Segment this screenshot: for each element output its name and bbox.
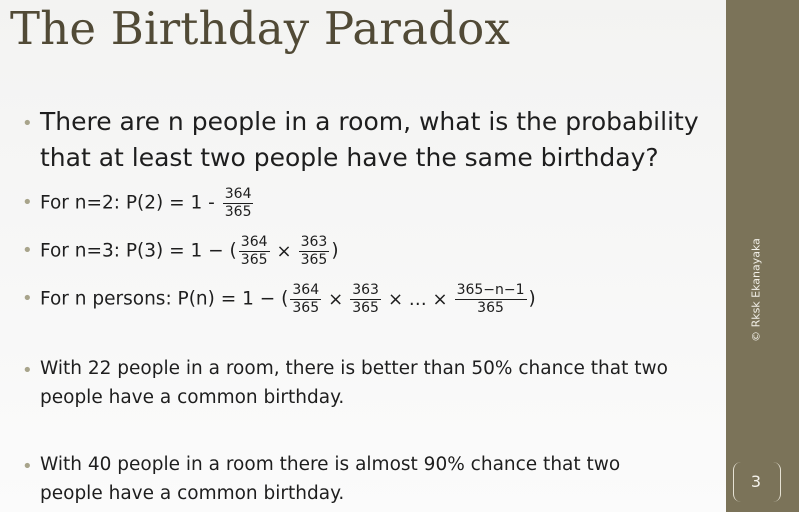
formula-n2 — [40, 186, 255, 221]
fact-40-line-2: people have a common birthday. — [40, 483, 345, 504]
fraction: $\frac{363}{365}$ — [352, 282, 379, 316]
intro-line-2: that at least two people have the same birthday? — [40, 143, 659, 172]
fact-22-line-1: With 22 people in a room, there is better than 50% chance that two — [40, 358, 668, 379]
formula-n3-prefix: For n=3: P(3) = 1 − ( — [40, 240, 237, 262]
formula-nn-prefix: For n persons: P(n) = 1 − ( — [40, 288, 289, 310]
sidebar — [726, 0, 799, 512]
intro-line-1: There are n people in a room, what is the probability — [40, 107, 699, 136]
formula-nn: For n persons: P(n) = 1 − ( $\frac{364}{365}$ × $\frac{363}{365}$ × … × $\frac{365-n-1}{365}$ ) — [40, 282, 536, 316]
fraction: $\frac{364}{365}$ — [240, 234, 268, 268]
bullet-dot: • — [22, 456, 33, 477]
fact-22-line-2: people have a common birthday. — [40, 387, 345, 408]
formula-n3: For n=3: P(3) = 1 − ( $\frac{364}{365}$ × $\frac{363}{365}$ ) — [40, 234, 339, 268]
fact-40-line-1: With 40 people in a room there is almost 90% chance that two — [40, 454, 621, 475]
slide-title: The Birthday Paradox — [10, 2, 511, 55]
fraction: $\frac{364}{365}$ — [224, 186, 252, 220]
fraction: $\frac{363}{365}$ — [300, 234, 328, 268]
formula-n2-prefix: For n=2: P(2) = 1 - — [40, 192, 215, 214]
page-number: 3 — [750, 472, 762, 491]
fraction: $\frac{365-n-1}{365}$ — [456, 282, 525, 316]
copyright-text: © Rksk Ekanayaka — [749, 238, 763, 342]
bullet-dot: • — [22, 192, 33, 213]
bullet-dot: • — [22, 360, 33, 381]
bullet-dot: • — [22, 240, 33, 261]
fraction: $\frac{364}{365}$ — [292, 282, 320, 316]
bullet-dot: • — [22, 288, 33, 309]
bullet-dot: • — [22, 113, 33, 134]
